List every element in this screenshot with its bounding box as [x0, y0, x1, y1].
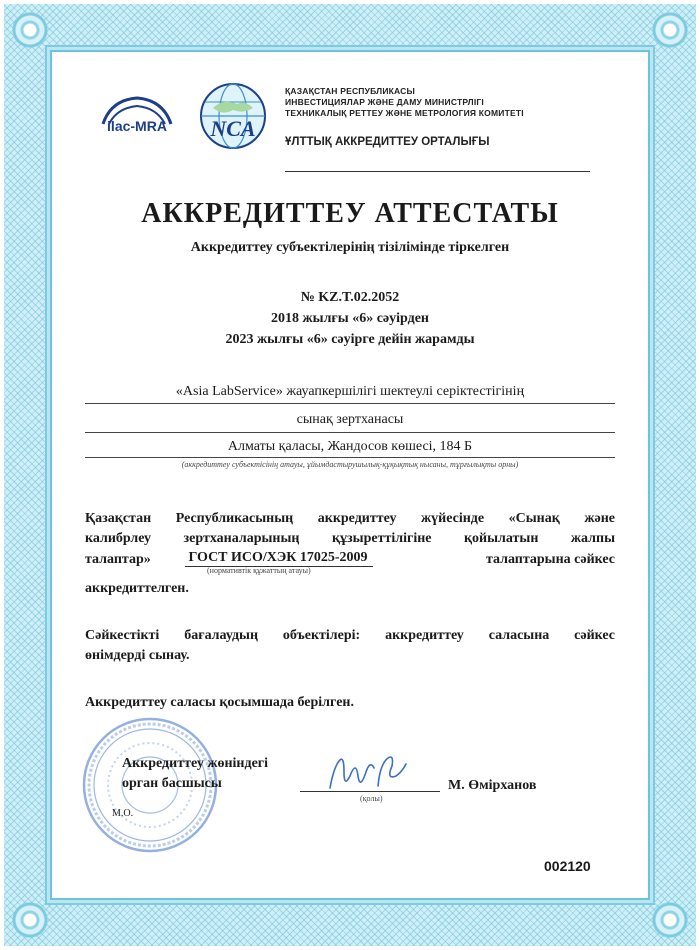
- corner-rosette-bottom-left: [8, 898, 52, 942]
- org-underline-2: [85, 432, 615, 433]
- para2-line1: Сәйкестікті бағалаудың объектілері: аккредиттеу саласына сәйкес: [85, 628, 615, 643]
- serial-number: 002120: [544, 858, 591, 874]
- ilac-logo-text: ilac-MRA: [107, 118, 167, 134]
- org-underline-1: [85, 403, 615, 404]
- para1-line2: калибрлеу зертханаларының құзыреттілігіне қойылатын жалпы: [85, 531, 615, 546]
- para3: Аккредиттеу саласы қосымшада берілген.: [85, 695, 354, 710]
- ilac-mra-logo: [97, 94, 177, 140]
- para1-line4: аккредиттелген.: [85, 581, 189, 596]
- handwritten-signature: [322, 746, 412, 796]
- stamp-place-mark: М.О.: [112, 808, 134, 819]
- standard-name: ГОСТ ИСО/ХЭК 17025-2009: [188, 550, 368, 565]
- signatory-role-line1: Аккредиттеу жөніндегі: [122, 756, 269, 771]
- organization-type: сынақ зертханасы: [296, 412, 404, 427]
- header-committee: ТЕХНИКАЛЫҚ РЕТТЕУ ЖӘНЕ МЕТРОЛОГИЯ КОМИТЕТІ: [285, 108, 524, 118]
- certificate-title: АККРЕДИТТЕУ АТТЕСТАТЫ: [141, 198, 559, 229]
- header-country: ҚАЗАҚСТАН РЕСПУБЛИКАСЫ: [285, 86, 416, 96]
- header-divider: [285, 171, 590, 172]
- nca-globe-logo: [193, 80, 273, 154]
- registration-number: № KZ.T.02.2052: [300, 290, 400, 305]
- para1-line3-start: талаптар»: [85, 552, 151, 567]
- header-ministry: ИНВЕСТИЦИЯЛАР ЖӘНЕ ДАМУ МИНИСТРЛІГІ: [285, 97, 484, 107]
- organization-address: Алматы қаласы, Жандосов көшесі, 184 Б: [227, 439, 473, 454]
- signatory-name: М. Өмірханов: [448, 778, 537, 793]
- corner-rosette-top-left: [8, 8, 52, 52]
- organization-name: «Asia LabService» жауапкершілігі шектеулі серіктестігінің: [175, 384, 525, 399]
- signature-line: [300, 791, 440, 792]
- valid-from: 2018 жылғы «6» сәуірден: [270, 311, 429, 326]
- para1-line3-end: талаптарына сәйкес: [485, 552, 615, 567]
- certificate-subtitle: Аккредиттеу субъектілерінің тізілімінде тіркелген: [190, 240, 510, 255]
- valid-to: 2023 жылғы «6» сәуірге дейін жарамды: [225, 332, 475, 347]
- header-center-name: ҰЛТТЫҚ АККРЕДИТТЕУ ОРТАЛЫҒЫ: [285, 136, 490, 148]
- org-underline-3: [85, 457, 615, 458]
- para2-line2: өнімдерді сынау.: [85, 648, 190, 663]
- signatory-role-line2: орган басшысы: [122, 776, 222, 791]
- corner-rosette-bottom-right: [648, 898, 692, 942]
- standard-caption: (нормативтік құжаттың атауы): [207, 566, 311, 575]
- organization-caption: (аккредиттеу субъектісінің атауы, ұйымдастырушылық-құқықтық нысаны, тұрғылықты орны): [181, 460, 519, 469]
- para1-line1: Қазақстан Республикасының аккредиттеу жүйесінде «Сынақ және: [85, 511, 615, 526]
- corner-rosette-top-right: [648, 8, 692, 52]
- signature-caption: (қолы): [360, 794, 383, 803]
- nca-logo-text: NCA: [210, 116, 256, 141]
